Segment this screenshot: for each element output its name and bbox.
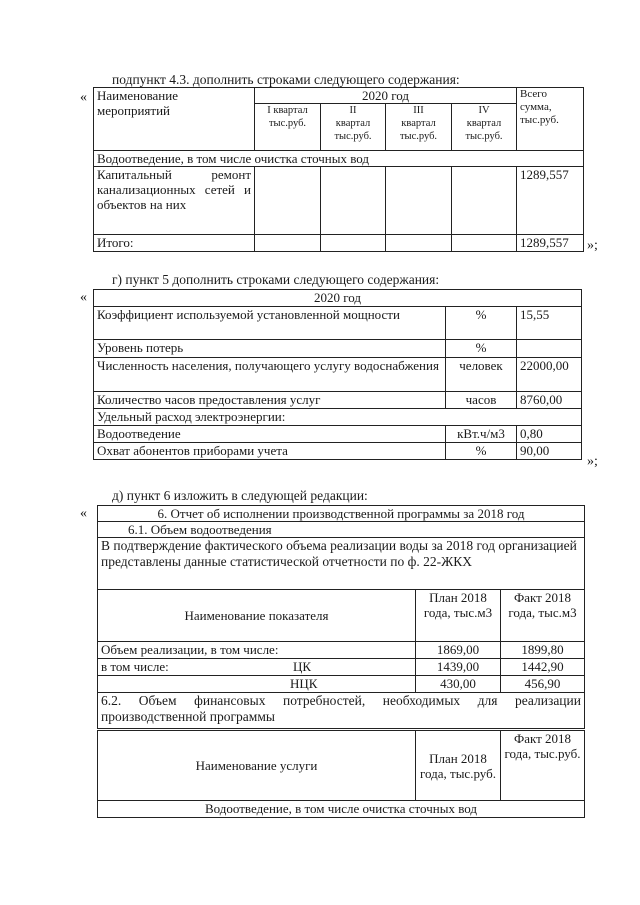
g-row-name: Охват абонентов приборами учета (94, 443, 446, 460)
section-g-open-quote: « (80, 290, 87, 305)
d-title: 6. Отчет об исполнении производственной программы за 2018 год (98, 506, 585, 522)
t2-category: Водоотведение, в том числе очистка сточных вод (98, 801, 585, 818)
t2-header-name: Наименование услуги (98, 731, 416, 801)
category-row: Водоотведение, в том числе очистка сточных вод (94, 151, 584, 167)
header-q3 (386, 104, 452, 151)
g-row-value: 15,55 (517, 307, 582, 340)
g-row-name: Численность населения, получающего услугу водоснабжения (94, 358, 446, 392)
header-q2-label: квартал тыс.руб. (334, 118, 372, 142)
header-q3-label: квартал тыс.руб. (399, 118, 438, 142)
t1-row-plan: 1869,00 (416, 642, 501, 659)
g-row-name: Водоотведение (94, 426, 446, 443)
g-row-unit: часов (446, 392, 517, 409)
g-row-unit: человек (446, 358, 517, 392)
t1-row-ck (98, 659, 416, 676)
t2-header-fact: Факт 2018 года, тыс.руб. (501, 731, 585, 801)
t1-row-name: Объем реализации, в том числе: (98, 642, 416, 659)
section-a-table (93, 87, 584, 252)
g-row-value: 0,80 (517, 426, 582, 443)
section-g-close-quote: »; (587, 454, 598, 469)
header-q4-num: IV (478, 105, 490, 116)
g-row-value: 22000,00 (517, 358, 582, 392)
header-q2 (321, 104, 386, 151)
section-g-table (93, 289, 582, 460)
section-a-open-quote: « (80, 90, 87, 105)
header-q1: I квартал тыс.руб. (255, 104, 321, 151)
g-row-value (517, 340, 582, 358)
t2-header-plan: План 2018 года, тыс.руб. (416, 731, 501, 801)
t1-header-name: Наименование показателя (98, 590, 416, 642)
g-row-name: Уровень потерь (94, 340, 446, 358)
t1-row-fact: 456,90 (501, 676, 585, 693)
g-row-value: 8760,00 (517, 392, 582, 409)
g-row-unit: % (446, 307, 517, 340)
g-row-name: Коэффициент используемой установленной мощности (94, 307, 446, 340)
t1-row-name: ЦК (293, 659, 312, 674)
g-row-unit: % (446, 340, 517, 358)
t1-row-fact: 1442,90 (501, 659, 585, 676)
row-capital-repair-total: 1289,557 (517, 167, 584, 235)
section-d-table-2 (97, 730, 585, 818)
section-d-open-quote: « (80, 506, 87, 521)
t1-row-prefix: в том числе: (101, 659, 169, 674)
section-a-close-quote: »; (587, 238, 598, 253)
header-q4-label: квартал тыс.руб. (465, 118, 503, 142)
g-row-value: 90,00 (517, 443, 582, 460)
header-q3-num: III (413, 105, 424, 116)
section-d-intro: д) пункт 6 изложить в следующей редакции: (112, 488, 368, 503)
header-q2-num: II (349, 105, 357, 116)
itogo-label: Итого: (94, 235, 255, 252)
t1-row-plan: 1439,00 (416, 659, 501, 676)
d-sub2: 6.2. Объем финансовых потребностей, необходимых для реализации производственной программы (98, 693, 585, 729)
d-note: В подтверждение фактического объема реализации воды за 2018 год организацией представлены данные статистической отчетности по ф. 22-ЖКХ (98, 538, 585, 590)
t1-row-plan: 430,00 (416, 676, 501, 693)
header-name-col: Наименование мероприятий (94, 88, 255, 151)
t1-row-name: НЦК (98, 676, 416, 693)
g-row-unit: % (446, 443, 517, 460)
g-row-name: Удельный расход электроэнергии: (94, 409, 582, 426)
section-d-table-1 (97, 505, 585, 729)
t1-row-fact: 1899,80 (501, 642, 585, 659)
section-g-intro: г) пункт 5 дополнить строками следующего содержания: (112, 272, 440, 287)
t1-header-fact: Факт 2018 года, тыс.м3 (501, 590, 585, 642)
g-row-name: Количество часов предоставления услуг (94, 392, 446, 409)
header-q4 (452, 104, 517, 151)
section-a-intro: подпункт 4.3. дополнить строками следующего содержания: (112, 72, 460, 87)
header-total: Всего сумма, тыс.руб. (517, 88, 584, 151)
itogo-total: 1289,557 (517, 235, 584, 252)
d-sub1: 6.1. Объем водоотведения (98, 522, 585, 538)
row-capital-repair-name: Капитальный ремонт канализационных сетей и объектов на них (94, 167, 255, 235)
t1-header-plan: План 2018 года, тыс.м3 (416, 590, 501, 642)
g-row-unit: кВт.ч/м3 (446, 426, 517, 443)
g-year: 2020 год (94, 290, 582, 307)
header-year: 2020 год (255, 88, 517, 104)
